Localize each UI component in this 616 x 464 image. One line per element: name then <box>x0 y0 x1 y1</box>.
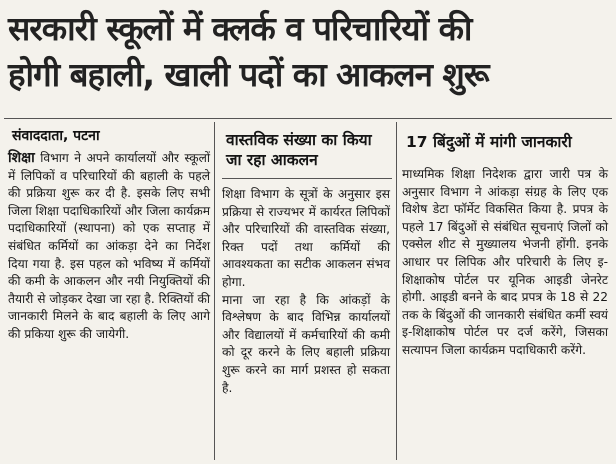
headline-line-2: होगी बहाली, खाली पदों का आकलन शुरू <box>8 55 489 94</box>
byline: संवाददाता, पटना <box>12 128 100 144</box>
column-3-paragraph: माध्यमिक शिक्षा निदेशक द्वारा जारी पत्र के अनुसार विभाग ने आंकड़ा संग्रह के लिए एक विशेष डेटा फॉर्मेट विकसित किया है. प्रपत्र के पहले 17 बिंदुओं से संबंधित सूचनाएं जिलों को एक्सेल शीट से मुख्यालय भेजनी होंगी. इनके आधार पर लिपिक और परिचारी के लिए इ-शिक्षाकोष पोर्टल पर यूनिक आइडी जेनरेट होगी. आइडी बनने के बाद प्रपत्र के 18 से 22 तक के बिंदुओं की जानकारी संबंधित कर्मी स्वयं इ-शिक्षाकोष पोर्टल पर दर्ज करेंगे, जिसका सत्यापन जिला कार्यक्रम पदाधिकारी करेंगे. <box>402 167 608 357</box>
column-2-paragraph-1: शिक्षा विभाग के सूत्रों के अनुसार इस प्रक्रिया से राज्यभर में कार्यरत लिपिकों और परिचारियों की वास्तविक संख्या, रिक्त पदों तथा कर्मियों की आवश्यकता का सटीक आकलन संभव होगा. <box>222 187 390 289</box>
article-column-1 <box>8 150 210 344</box>
article-column-3 <box>402 166 608 360</box>
column-1-paragraph <box>8 150 210 344</box>
article-column-2 <box>222 186 390 397</box>
column-2-heading: वास्तविक संख्या का किया जा रहा आकलन <box>226 131 372 169</box>
column-3-heading: 17 बिंदुओं में मांगी जानकारी <box>406 133 572 151</box>
headline <box>8 6 612 98</box>
column-2-heading-rule <box>222 178 392 179</box>
column-divider-2 <box>396 122 397 460</box>
headline-line-1: सरकारी स्कूलों में क्लर्क व परिचारियों की <box>8 9 472 48</box>
headline-divider <box>4 118 612 119</box>
lead-word: शिक्षा <box>8 150 35 166</box>
column-2-paragraph-2: माना जा रहा है कि आंकड़ों के विश्लेषण के बाद विभिन्न कार्यालयों और विद्यालयों में कर्मचारियों की कमी को दूर करने के लिए बहाली प्रक्रिया शुरू करने का मार्ग प्रशस्त हो सकता है. <box>222 292 390 395</box>
column-1-text: विभाग ने अपने कार्यालयों और स्कूलों में लिपिकों व परिचारियों की बहाली के पहले की प्रक्रिया शुरू कर दी है. इसके लिए सभी जिला शिक्षा पदाधिकारियों और जिला कार्यक्रम पदाधिकारियों (स्थापना) को एक सप्ताह में संबंधित कर्मियों का आंकड़ा देने का निर्देश दिया गया है. इस पहल को भविष्य में कर्मियों की कमी के आकलन और नयी नियुक्तियों की तैयारी से जोड़कर देखा जा रहा है. रिक्तियों की जानकारी मिलने के बाद बहाली के लिए आगे की प्रकिया शुरू की जायेगी. <box>8 151 210 341</box>
column-divider-1 <box>214 122 215 460</box>
